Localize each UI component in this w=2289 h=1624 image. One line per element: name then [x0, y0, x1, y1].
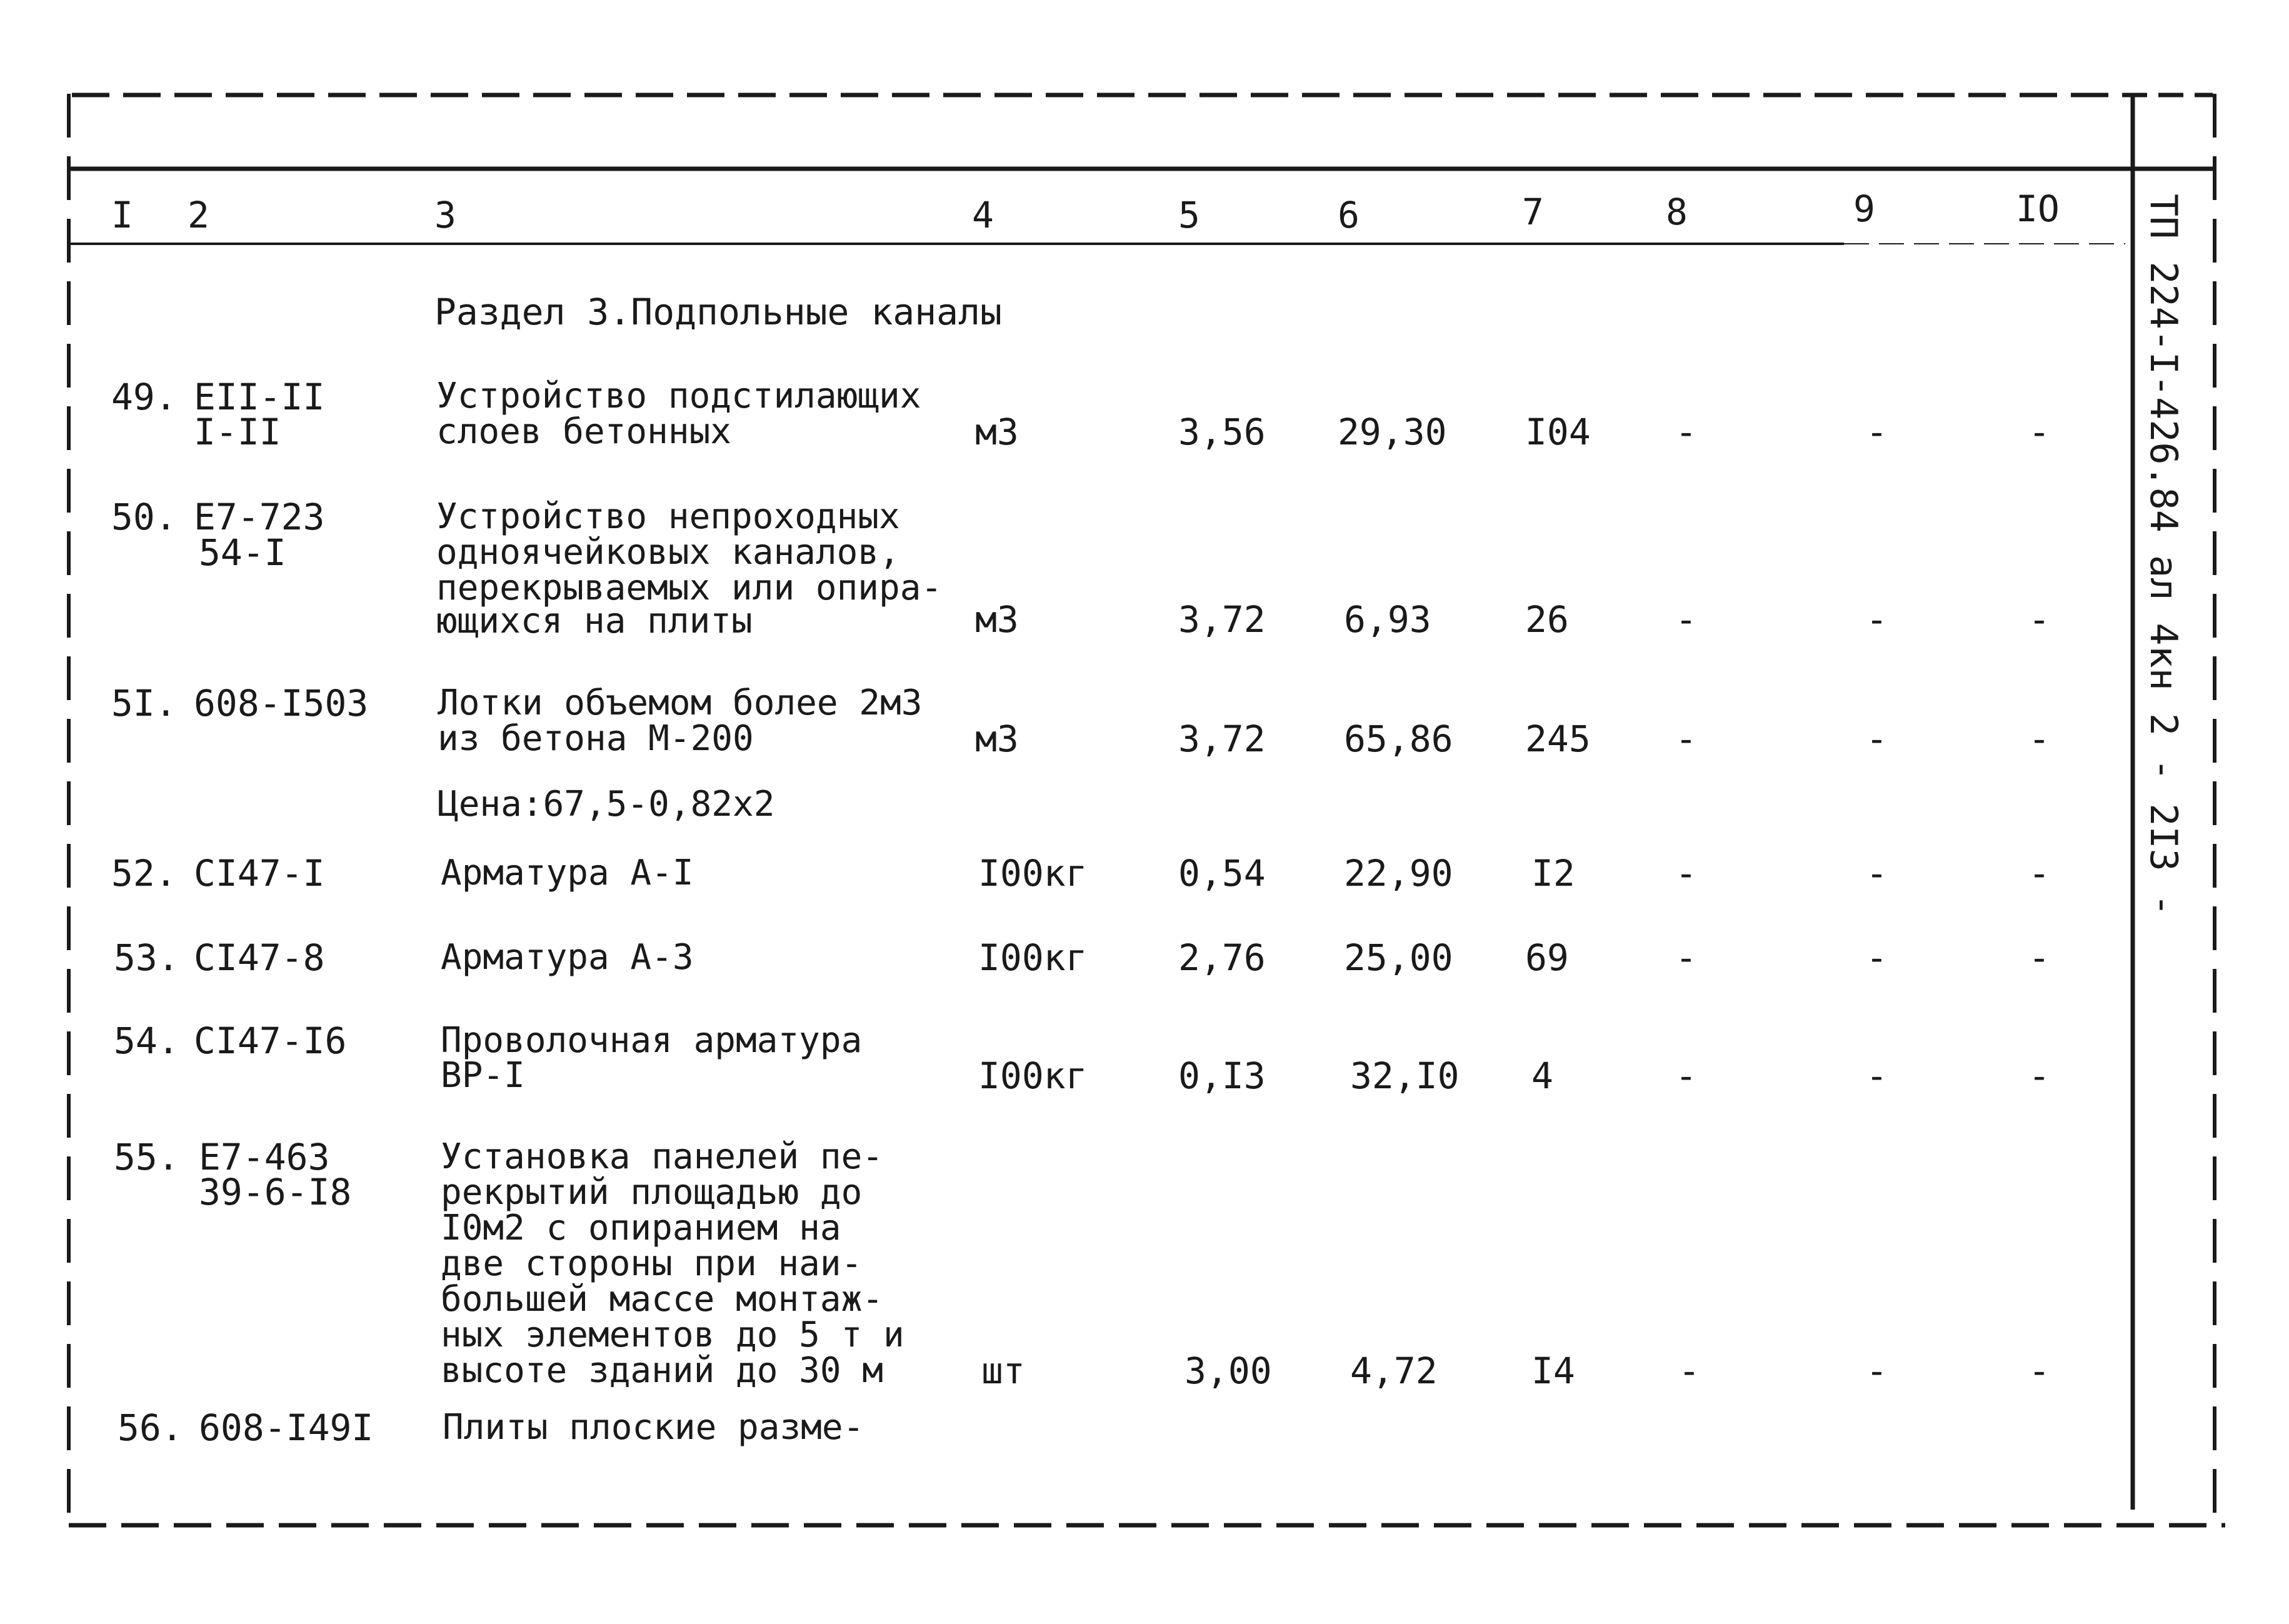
row-col9: -: [1866, 852, 1888, 895]
row-code: E7-463: [199, 1136, 330, 1178]
row-quantity: 3,56: [1178, 411, 1266, 453]
column-header-2: 2: [188, 194, 209, 236]
row-description: Устройство непроходных: [436, 496, 900, 537]
row-unit: I00кг: [978, 852, 1088, 895]
row-number: 52.: [111, 852, 177, 895]
row-code: 608-I503: [194, 682, 369, 724]
row-description: перекрываемых или опира-: [436, 568, 943, 608]
row-total: 69: [1525, 936, 1569, 979]
row-quantity: 0,54: [1178, 852, 1266, 895]
section-title: Раздел 3.Подпольные каналы: [434, 291, 1002, 333]
row-total: 4: [1531, 1055, 1553, 1097]
row-price: 22,90: [1344, 852, 1453, 895]
column-header-4: 4: [972, 194, 994, 236]
row-col9: -: [1866, 411, 1888, 453]
row-quantity: 3,72: [1178, 598, 1266, 641]
row-unit: м3: [975, 411, 1019, 453]
row-quantity: 3,72: [1178, 718, 1266, 760]
row-quantity: 3,00: [1185, 1350, 1272, 1392]
row-price: 4,72: [1350, 1350, 1438, 1392]
row-col8: -: [1675, 718, 1697, 760]
row-price: 6,93: [1344, 598, 1431, 641]
row-description: Плиты плоские разме-: [443, 1407, 864, 1448]
column-header-9: 9: [1853, 188, 1875, 230]
row-col9: -: [1866, 1055, 1888, 1097]
row-total: I2: [1531, 852, 1575, 895]
row-code: I-II: [194, 411, 281, 453]
row-description: ющихся на плиты: [436, 601, 753, 641]
row-description: слоев бетонных: [436, 411, 732, 452]
column-header-1: I: [111, 194, 133, 236]
row-description: рекрытий площадью до: [441, 1172, 863, 1213]
row-description: две стороны при наи-: [441, 1243, 863, 1284]
row-number: 50.: [111, 496, 177, 538]
row-description: I0м2 с опиранием на: [441, 1208, 841, 1248]
row-col8: -: [1675, 1055, 1697, 1097]
row-description: одноячейковых каналов,: [436, 532, 900, 573]
row-col8: -: [1678, 1350, 1700, 1392]
row-price: 65,86: [1344, 718, 1453, 760]
row-description: Установка панелей пе-: [441, 1136, 884, 1177]
row-col10: -: [2028, 598, 2050, 641]
row-description: ных элементов до 5 т и: [441, 1315, 904, 1355]
row-code: CI47-I: [194, 852, 325, 895]
row-col8: -: [1675, 852, 1697, 895]
row-col8: -: [1675, 411, 1697, 453]
column-header-7: 7: [1522, 191, 1544, 233]
row-col10: -: [2028, 1350, 2050, 1392]
row-unit: м3: [975, 598, 1019, 641]
row-col9: -: [1866, 1350, 1888, 1392]
row-price: 29,30: [1338, 411, 1447, 453]
row-number: 53.: [114, 936, 179, 979]
row-col8: -: [1675, 598, 1697, 641]
row-quantity: 2,76: [1178, 936, 1266, 979]
row-total: 26: [1525, 598, 1569, 641]
row-description: из бетона М-200: [438, 718, 754, 759]
row-col9: -: [1866, 936, 1888, 979]
column-header-6: 6: [1338, 194, 1360, 236]
row-price: 25,00: [1344, 936, 1453, 979]
row-description: Лотки объемом более 2м3: [438, 683, 923, 723]
side-document-code: ТП 224-I-426.84 ал 4кн 2 - 2I3 -: [2141, 194, 2185, 916]
row-total: I04: [1525, 411, 1591, 453]
row-code: 608-I49I: [199, 1406, 374, 1449]
row-price: 32,I0: [1350, 1055, 1460, 1097]
row-col9: -: [1866, 598, 1888, 641]
column-header-5: 5: [1178, 194, 1200, 236]
row-code: CI47-I6: [194, 1020, 347, 1062]
row-code: CI47-8: [194, 936, 325, 979]
row-code: 54-I: [199, 531, 286, 574]
row-code: EII-II: [194, 376, 325, 418]
row-total: I4: [1531, 1350, 1575, 1392]
row-col10: -: [2028, 936, 2050, 979]
row-col10: -: [2028, 1055, 2050, 1097]
row-description: ВР-I: [441, 1055, 525, 1096]
row-description: Арматура А-I: [441, 853, 694, 893]
row-code: E7-723: [194, 496, 325, 538]
row-unit: I00кг: [978, 1055, 1088, 1097]
row-unit: шт: [981, 1350, 1025, 1392]
row-price-note: Цена:67,5-0,82x2: [438, 784, 775, 825]
row-description: Арматура А-3: [441, 937, 694, 978]
row-unit: I00кг: [978, 936, 1088, 979]
column-header-10: IO: [2016, 188, 2060, 230]
row-number: 49.: [111, 376, 177, 418]
row-col9: -: [1866, 718, 1888, 760]
row-description: Проволочная арматура: [441, 1020, 863, 1061]
row-number: 56.: [118, 1406, 183, 1449]
row-col8: -: [1675, 936, 1697, 979]
row-number: 5I.: [111, 682, 177, 724]
row-unit: м3: [975, 718, 1019, 760]
row-code: 39-6-I8: [199, 1171, 352, 1213]
row-number: 55.: [114, 1136, 179, 1178]
row-col10: -: [2028, 852, 2050, 895]
column-header-3: 3: [434, 194, 456, 236]
row-description: Устройство подстилающих: [436, 376, 921, 416]
row-number: 54.: [114, 1020, 179, 1062]
row-total: 245: [1525, 718, 1591, 760]
row-description: большей массе монтаж-: [441, 1279, 884, 1320]
row-col10: -: [2028, 718, 2050, 760]
row-quantity: 0,I3: [1178, 1055, 1266, 1097]
row-col10: -: [2028, 411, 2050, 453]
column-header-8: 8: [1666, 191, 1688, 233]
row-description: высоте зданий до 30 м: [441, 1350, 884, 1391]
